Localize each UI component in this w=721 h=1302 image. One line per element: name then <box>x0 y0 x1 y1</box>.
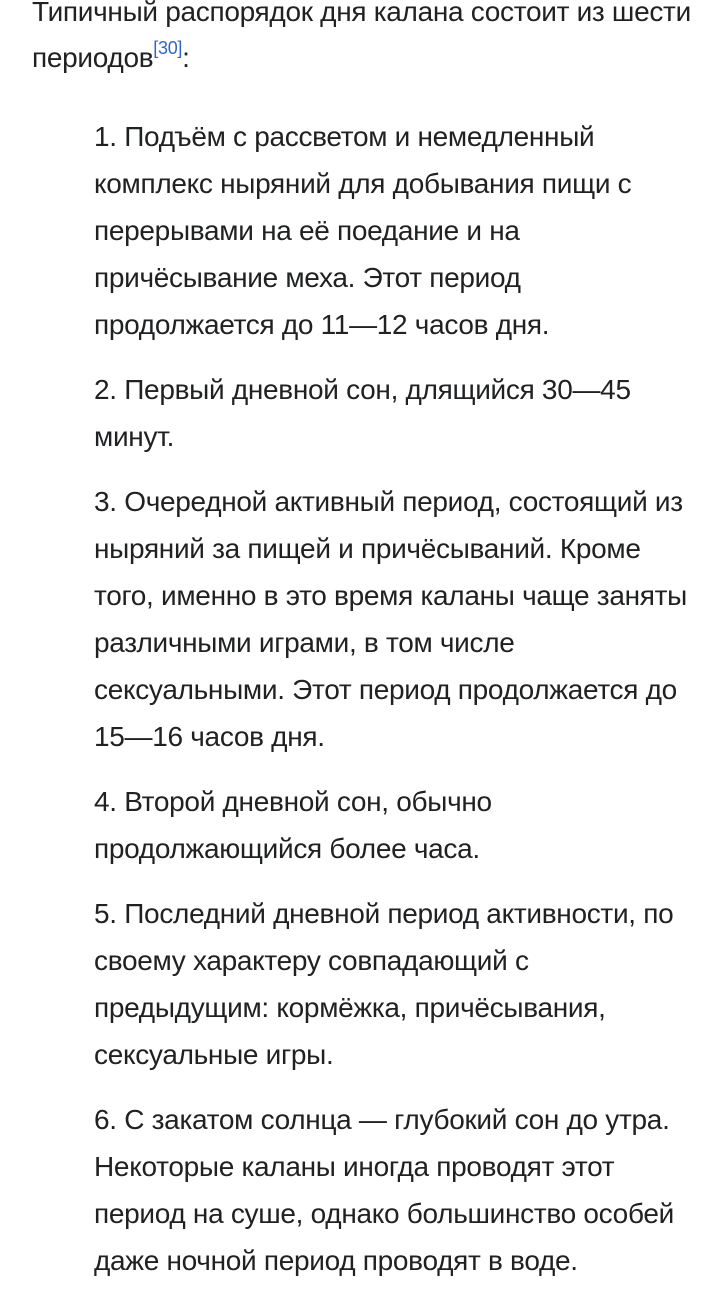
article-content <box>32 0 704 1276</box>
intro-paragraph <box>32 0 704 81</box>
list-item: 6. С закатом солнца — глубокий сон до утра. Некоторые каланы иногда проводят этот период на суше, однако большинство особей даже ночной период проводят в воде. <box>94 1104 674 1276</box>
list-item: 2. Первый дневной сон, длящийся 30—45 минут. <box>94 374 631 452</box>
citation-link[interactable]: [30] <box>153 38 183 58</box>
list-item: 5. Последний дневной период активности, по своему характеру совпадающий с предыдущим: кормёжка, причёсывания, сексуальные игры. <box>94 898 674 1070</box>
daily-routine-list <box>94 113 702 1302</box>
intro-suffix: : <box>182 42 190 73</box>
list-item: 1. Подъём с рассветом и немедленный комплекс ныряний для добывания пищи с перерывами на её поедание и на причёсывание меха. Этот период продолжается до 11—12 часов дня. <box>94 121 632 340</box>
intro-text: Типичный распорядок дня калана состоит из шести периодов <box>32 0 691 73</box>
list-item: 3. Очередной активный период, состоящий из ныряний за пищей и причёсываний. Кроме того, именно в это время каланы чаще заняты различными играми, в том числе сексуальными. Этот период продолжается до 15—16 часов дня. <box>94 486 687 752</box>
list-item: 4. Второй дневной сон, обычно продолжающийся более часа. <box>94 786 492 864</box>
